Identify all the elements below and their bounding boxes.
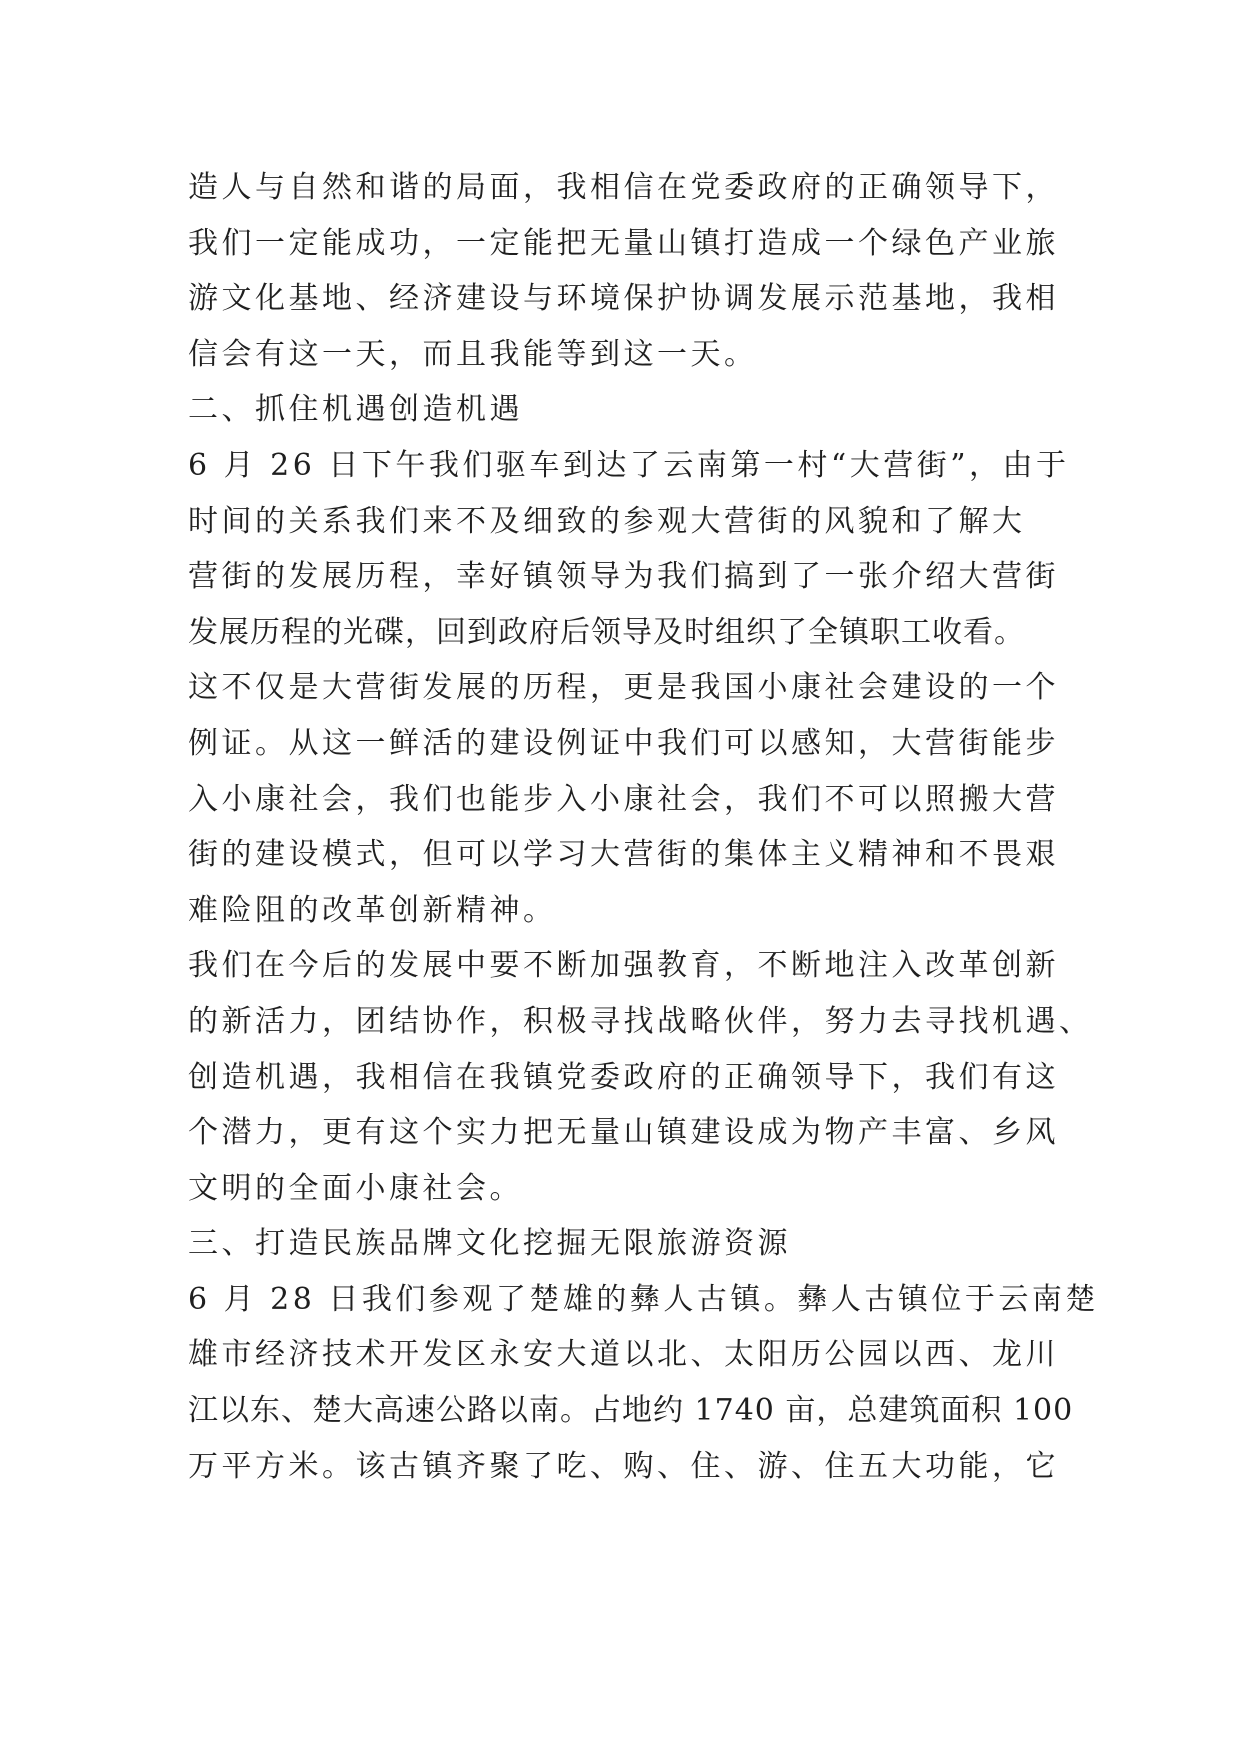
text-line: 6 月 26 日下午我们驱车到达了云南第一村“大营街”，由于: [188, 447, 1070, 483]
text-line: 个潜力，更有这个实力把无量山镇建设成为物产丰富、乡风: [188, 1115, 1059, 1151]
body-text: [188, 160, 1099, 1494]
text-line: 街的建设模式，但可以学习大营街的集体主义精神和不畏艰: [188, 837, 1059, 873]
text-line: 造人与自然和谐的局面，我相信在党委政府的正确领导下，: [188, 170, 1059, 205]
text-line: 这不仅是大营街发展的历程，更是我国小康社会建设的一个: [188, 670, 1059, 706]
text-line: 雄市经济技术开发区永安大道以北、太阳历公园以西、龙川: [188, 1337, 1059, 1373]
text-line: 难险阻的改革创新精神。: [188, 892, 557, 928]
text-line: 创造机遇，我相信在我镇党委政府的正确领导下，我们有这: [188, 1059, 1059, 1095]
text-line: 例证。从这一鲜活的建设例证中我们可以感知，大营街能步: [188, 725, 1059, 761]
text-line: 我们在今后的发展中要不断加强教育，不断地注入改革创新: [188, 948, 1059, 984]
text-line: 入小康社会，我们也能步入小康社会，我们不可以照搬大营: [188, 781, 1059, 817]
section-heading: 三、打造民族品牌文化挖掘无限旅游资源: [188, 1226, 791, 1262]
text-line: 万平方米。该古镇齐聚了吃、购、住、游、住五大功能，它: [188, 1448, 1059, 1484]
text-line: 的新活力，团结协作，积极寻找战略伙伴，努力去寻找机遇、: [188, 1003, 1093, 1039]
text-line: 营街的发展历程，幸好镇领导为我们搞到了一张介绍大营街: [188, 559, 1059, 595]
text-line: 6 月 28 日我们参观了楚雄的彝人古镇。彝人古镇位于云南楚: [188, 1281, 1099, 1317]
text-line: 信会有这一天，而且我能等到这一天。: [188, 336, 758, 372]
text-line: 游文化基地、经济建设与环境保护协调发展示范基地，我相: [188, 281, 1059, 317]
text-line: 我们一定能成功，一定能把无量山镇打造成一个绿色产业旅: [188, 225, 1059, 261]
section-heading: 二、抓住机遇创造机遇: [188, 392, 523, 428]
text-line: 文明的全面小康社会。: [188, 1170, 523, 1206]
text-line: 江以东、楚大高速公路以南。占地约 1740 亩，总建筑面积 100: [188, 1393, 1074, 1429]
text-line: 时间的关系我们来不及细致的参观大营街的风貌和了解大: [188, 503, 1026, 539]
text-line: 发展历程的光碟，回到政府后领导及时组织了全镇职工收看。: [188, 614, 1025, 650]
